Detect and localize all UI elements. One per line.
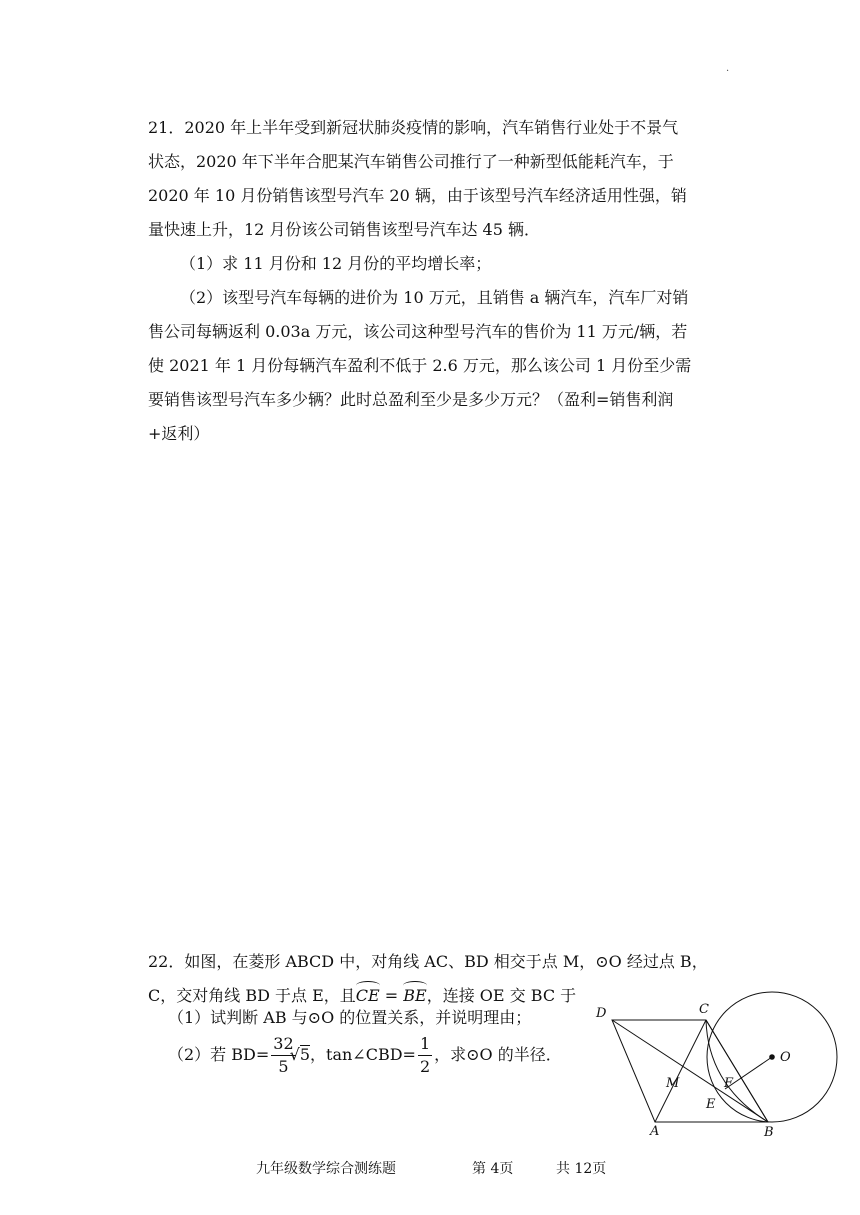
q21-line-4: 量快速上升，12 月份该公司销售该型号汽车达 45 辆．	[148, 220, 540, 239]
center-dot	[769, 1054, 775, 1060]
q21-part-2-line-5: +返利）	[148, 424, 210, 443]
q21-part-2-line-2: 售公司每辆返利 0.03a 万元，该公司这种型号汽车的售价为 11 万元/辆，若	[148, 322, 688, 341]
diagonal-ac	[655, 1020, 706, 1122]
q21-part-2-line-4: 要销售该型号汽车多少辆？此时总盈利至少是多少万元？（盈利=销售利润	[148, 390, 674, 409]
label-o: O	[780, 1050, 791, 1065]
q22-line-1: 22．如图，在菱形 ABCD 中，对角线 AC、BD 相交于点 M，⊙O 经过点 B，	[148, 952, 708, 971]
q21-line-3: 2020 年 10 月份销售该型号汽车 20 辆，由于该型号汽车经济适用性强，销	[148, 186, 687, 205]
arc-be: BE	[403, 983, 426, 1005]
tan-fraction: $\frac{1}{2}$	[419, 1034, 431, 1076]
label-e: E	[706, 1097, 716, 1112]
label-f: F	[724, 1076, 734, 1091]
q21-line-2: 状态，2020 年下半年合肥某汽车销售公司推行了一种新型低能耗汽车，于	[148, 152, 674, 171]
geometry-figure	[590, 985, 850, 1150]
q21-part-2-line-3: 使 2021 年 1 月份每辆汽车盈利不低于 2.6 万元，那么该公司 1 月份至少需	[148, 356, 692, 375]
equals: =	[379, 986, 404, 1005]
q22-part-2-pre: （2）若 BD=	[168, 1045, 270, 1064]
q22-part-1: （1）试判断 AB 与⊙O 的位置关系，并说明理由；	[168, 1008, 532, 1027]
bd-fraction: $\frac{32}{5}$	[273, 1034, 294, 1076]
q22-line-2-pre: C，交对角线 BD 于点 E，且	[148, 986, 356, 1005]
q22-line-2	[148, 983, 576, 1006]
label-d: D	[596, 1006, 607, 1021]
arc-ce: CE	[356, 983, 380, 1005]
footer-page: 第 4页	[472, 1161, 514, 1177]
question-21	[148, 111, 716, 451]
bd-sqrt: √5	[289, 1045, 311, 1064]
label-b: B	[764, 1125, 774, 1140]
q22-part-2-mid: ，tan∠CBD=	[310, 1045, 416, 1064]
label-a: A	[650, 1124, 660, 1139]
q22-part-2-post: ，求⊙O 的半径．	[434, 1045, 562, 1064]
label-c: C	[699, 1002, 709, 1017]
label-m: M	[666, 1076, 680, 1091]
q22-part-2	[168, 1033, 562, 1078]
footer-total: 共 12页	[556, 1161, 607, 1177]
diagonal-bd	[612, 1020, 768, 1122]
corner-mark: ·	[726, 66, 730, 77]
q21-line-1: 21．2020 年上半年受到新冠状肺炎疫情的影响，汽车销售行业处于不景气	[148, 118, 679, 137]
q22-line-2-post: ，连接 OE 交 BC 于	[426, 986, 577, 1005]
q21-part-1: （1）求 11 月份和 12 月份的平均增长率；	[180, 254, 492, 273]
q21-part-2-line-1: （2）该型号汽车每辆的进价为 10 万元，且销售 a 辆汽车，汽车厂对销	[180, 288, 689, 307]
footer-title: 九年级数学综合测练题	[256, 1161, 396, 1177]
